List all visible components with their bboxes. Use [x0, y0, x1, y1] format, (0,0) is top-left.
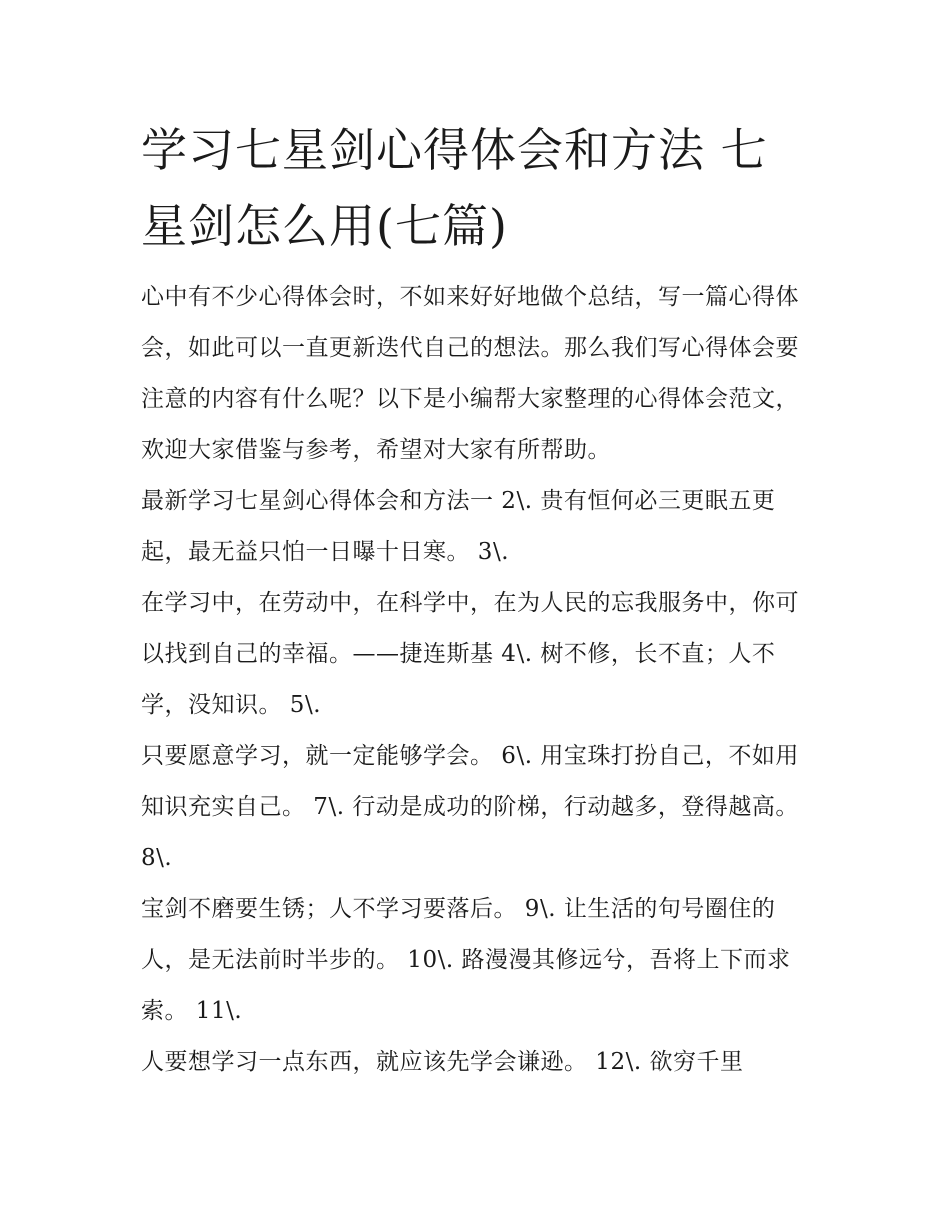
body-paragraph: 最新学习七星剑心得体会和方法一 2\. 贵有恒何必三更眠五更起，最无益只怕一日曝十日寒。 3\. [141, 488, 776, 565]
body-paragraph: 宝剑不磨要生锈；人不学习要落后。 9\. 让生活的句号圈住的人，是无法前时半步的。 10\. 路漫漫其修远兮，吾将上下而求索。 11\. [141, 896, 791, 1024]
body-paragraph: 只要愿意学习，就一定能够学会。 6\. 用宝珠打扮自己，不如用知识充实自己。 7\. 行动是成功的阶梯，行动越多，登得越高。 8\. [141, 743, 799, 871]
document-page [141, 112, 813, 1088]
intro-paragraph: 心中有不少心得体会时，不如来好好地做个总结，写一篇心得体会，如此可以一直更新迭代自己的想法。那么我们写心得体会要注意的内容有什么呢？以下是小编帮大家整理的心得体会范文，欢迎大家借鉴与参考，希望对大家有所帮助。 [141, 284, 799, 463]
body-paragraph: 人要想学习一点东西，就应该先学会谦逊。 12\. 欲穷千里 [141, 1049, 744, 1075]
body-paragraph: 在学习中，在劳动中，在科学中，在为人民的忘我服务中，你可以找到自己的幸福。——捷连斯基 4\. 树不修，长不直；人不学，没知识。 5\. [141, 590, 799, 718]
document-title: 学习七星剑心得体会和方法 七星剑怎么用(七篇) [141, 123, 768, 253]
